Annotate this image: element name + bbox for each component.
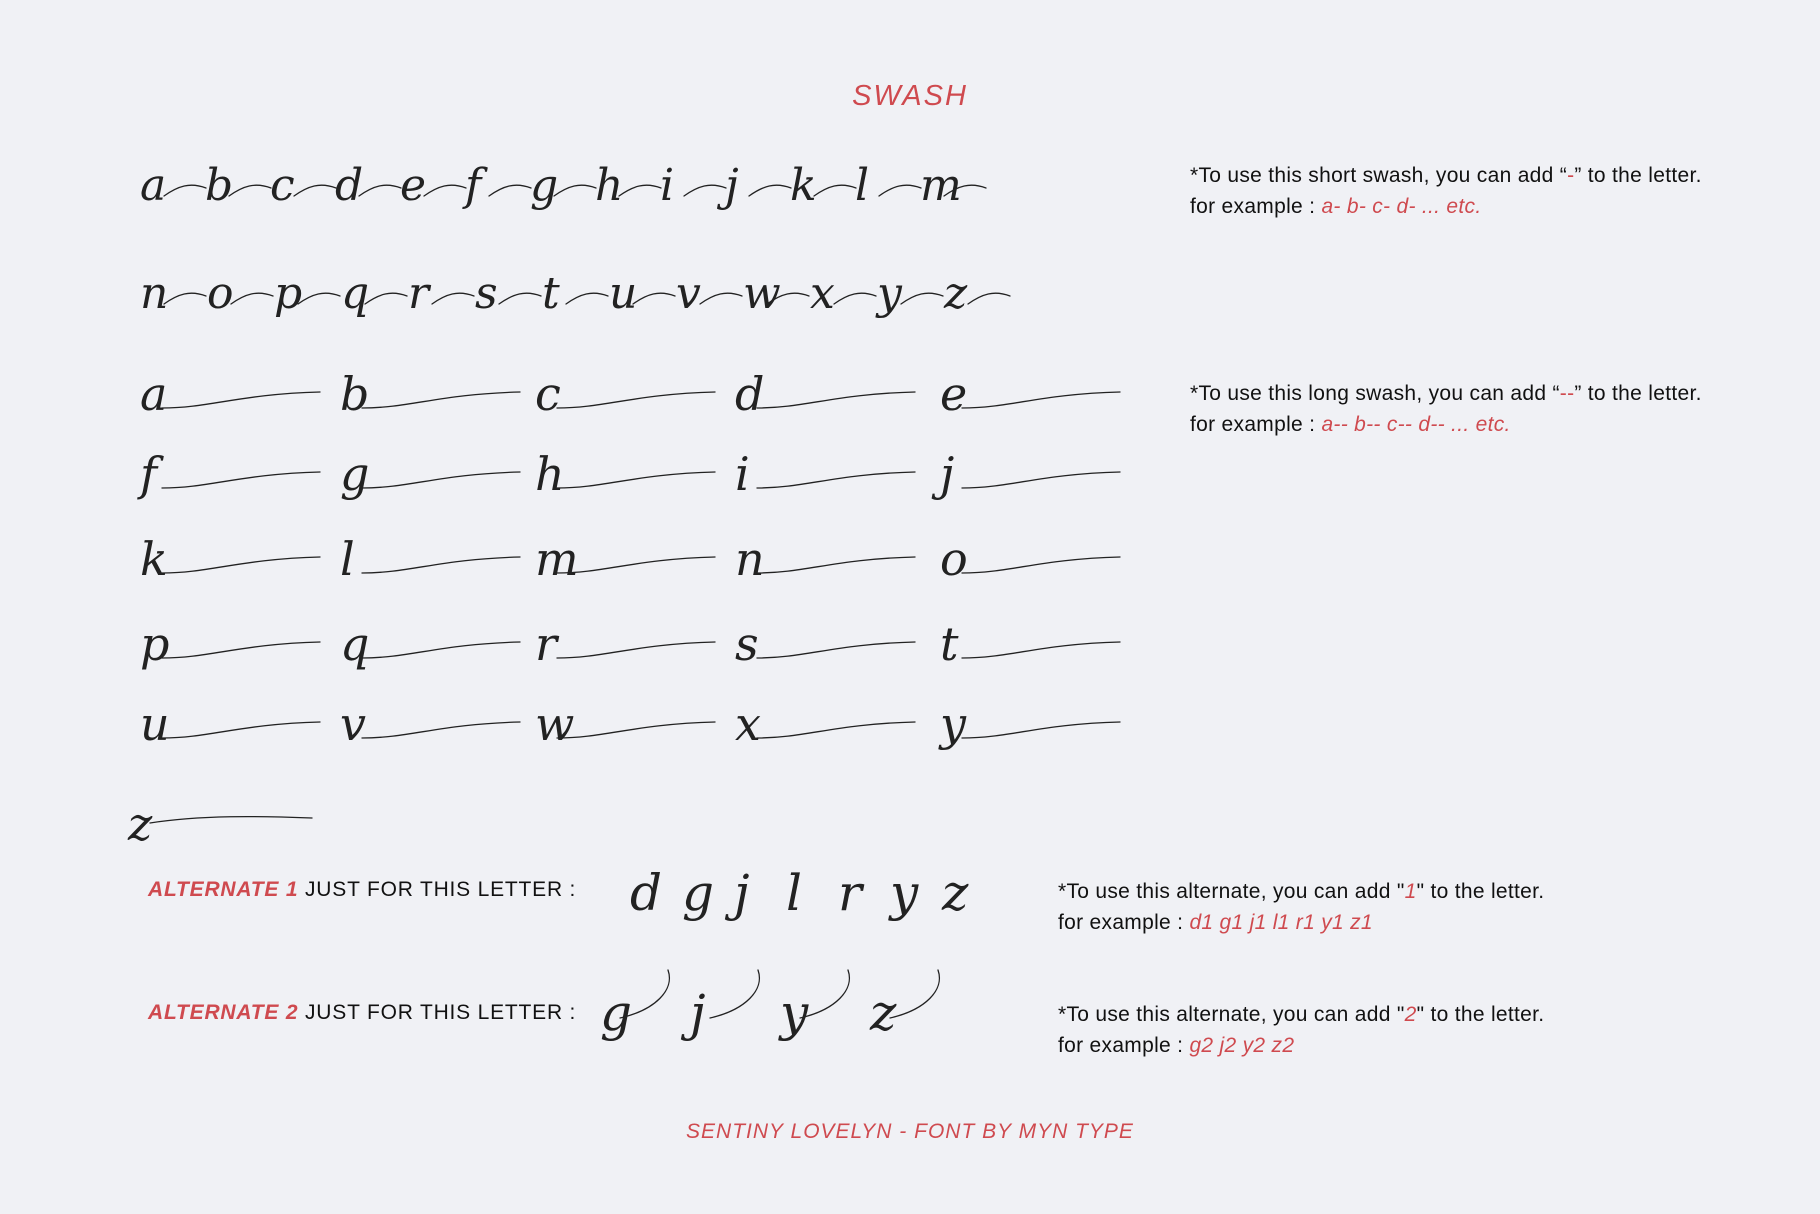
glyph-short-d: d bbox=[335, 160, 364, 211]
example-value: a-- b-- c-- d-- ... etc. bbox=[1321, 413, 1511, 436]
swash-stroke bbox=[432, 293, 474, 304]
glyph-short-b: b bbox=[205, 160, 234, 211]
glyph-alt2-y: y bbox=[780, 984, 809, 1042]
short-swash-row-1 bbox=[140, 160, 986, 211]
glyph-short-i: i bbox=[660, 160, 675, 211]
swash-stroke bbox=[365, 293, 407, 304]
glyph-long-j: j bbox=[940, 447, 955, 501]
swash-stroke bbox=[962, 642, 1120, 658]
swash-stroke bbox=[294, 185, 336, 196]
glyph-short-e: e bbox=[400, 160, 427, 211]
glyph-short-y: y bbox=[877, 268, 902, 319]
swash-stroke bbox=[499, 293, 541, 304]
glyph-long-s: s bbox=[735, 617, 759, 671]
glyph-short-l: l bbox=[855, 160, 870, 211]
glyph-alt2-g: g bbox=[600, 984, 633, 1042]
glyph-long-t: t bbox=[940, 617, 959, 671]
swash-stroke bbox=[757, 722, 915, 738]
note-code: -- bbox=[1559, 382, 1575, 405]
alternate-1-accent: ALTERNATE 1 bbox=[148, 878, 299, 901]
glyph-long-b: b bbox=[340, 367, 370, 421]
example-label: for example : bbox=[1058, 1034, 1184, 1057]
glyph-long-i: i bbox=[735, 447, 750, 501]
glyph-short-z: z bbox=[944, 268, 968, 319]
glyph-long-p: p bbox=[140, 617, 170, 671]
swash-stroke bbox=[150, 817, 312, 823]
swash-stroke bbox=[229, 185, 271, 196]
glyph-long-k: k bbox=[140, 532, 168, 586]
alternate-2-glyphs bbox=[600, 970, 939, 1042]
swash-stroke bbox=[814, 185, 856, 196]
swash-stroke bbox=[619, 185, 661, 196]
long-swash-note bbox=[1190, 378, 1702, 440]
swash-stroke bbox=[362, 392, 520, 408]
swash-stroke bbox=[633, 293, 675, 304]
note-text: *To use this long swash, you can add “ bbox=[1190, 382, 1560, 405]
example-label: for example : bbox=[1190, 195, 1316, 218]
glyph-long-y: y bbox=[940, 697, 966, 751]
swash-stroke bbox=[162, 392, 320, 408]
swash-stroke bbox=[757, 392, 915, 408]
glyph-short-f: f bbox=[465, 160, 482, 211]
swash-stroke bbox=[834, 293, 876, 304]
swash-stroke bbox=[757, 472, 915, 488]
glyph-long-f: f bbox=[140, 447, 158, 501]
swash-stroke bbox=[962, 472, 1120, 488]
glyph-short-q: q bbox=[341, 268, 370, 319]
glyph-long-x: x bbox=[735, 697, 761, 751]
long-swash-rows bbox=[127, 367, 1120, 851]
swash-stroke bbox=[557, 392, 715, 408]
swash-stroke bbox=[164, 293, 206, 304]
example-label: for example : bbox=[1058, 911, 1184, 934]
example-value: a- b- c- d- ... etc. bbox=[1321, 195, 1482, 218]
swash-stroke bbox=[557, 722, 715, 738]
swash-stroke bbox=[962, 722, 1120, 738]
example-value: d1 g1 j1 l1 r1 y1 z1 bbox=[1189, 911, 1373, 934]
glyph-long-e: e bbox=[940, 367, 968, 421]
swash-stroke bbox=[700, 293, 742, 304]
note-text: " to the letter. bbox=[1416, 1003, 1545, 1026]
alternate-2-accent: ALTERNATE 2 bbox=[148, 1001, 299, 1024]
alternate-1-label bbox=[148, 878, 576, 902]
glyph-long-v: v bbox=[340, 697, 366, 751]
glyph-long-o: o bbox=[940, 532, 968, 586]
alternate-1-glyphs bbox=[630, 864, 969, 922]
alternate-2-note bbox=[1058, 999, 1544, 1061]
glyph-short-a: a bbox=[140, 160, 167, 211]
glyph-short-c: c bbox=[270, 160, 295, 211]
glyph-short-u: u bbox=[609, 268, 638, 319]
swash-stroke bbox=[164, 185, 206, 196]
note-code: 1 bbox=[1404, 880, 1417, 903]
glyph-alt1-y: y bbox=[890, 864, 919, 922]
glyph-long-w: w bbox=[535, 697, 575, 751]
glyph-short-w: w bbox=[743, 268, 781, 319]
swash-stroke bbox=[231, 293, 273, 304]
swash-stroke bbox=[162, 642, 320, 658]
glyph-short-j: j bbox=[725, 160, 739, 211]
swash-stroke bbox=[162, 557, 320, 573]
note-text: ” to the letter. bbox=[1574, 164, 1702, 187]
swash-stroke bbox=[962, 557, 1120, 573]
glyph-alt1-j: j bbox=[734, 864, 750, 922]
short-swash-note bbox=[1190, 160, 1702, 222]
swash-stroke bbox=[298, 293, 340, 304]
glyph-long-a: a bbox=[140, 367, 168, 421]
swash-stroke bbox=[757, 642, 915, 658]
footer-credit: SENTINY LOVELYN - FONT BY MYN TYPE bbox=[686, 1120, 1134, 1143]
glyph-long-z: z bbox=[128, 797, 153, 851]
glyph-long-l: l bbox=[340, 532, 355, 586]
swash-stroke bbox=[554, 185, 596, 196]
glyph-short-n: n bbox=[140, 268, 169, 319]
glyph-alt1-r: r bbox=[838, 864, 862, 922]
glyph-short-k: k bbox=[790, 160, 817, 211]
short-swash-row-2 bbox=[140, 268, 1010, 319]
glyph-short-m: m bbox=[920, 160, 962, 211]
swash-stroke bbox=[557, 642, 715, 658]
glyph-alt1-d: d bbox=[630, 864, 663, 922]
note-text: ” to the letter. bbox=[1574, 382, 1702, 405]
swash-stroke bbox=[162, 722, 320, 738]
note-code: 2 bbox=[1404, 1003, 1417, 1026]
alternate-2-label bbox=[148, 1001, 576, 1025]
glyph-long-q: q bbox=[340, 617, 370, 671]
glyph-long-r: r bbox=[535, 617, 557, 671]
swash-stroke bbox=[890, 970, 939, 1018]
swash-stroke bbox=[162, 472, 320, 488]
note-text: " to the letter. bbox=[1416, 880, 1545, 903]
page-title: SWASH bbox=[852, 80, 968, 112]
glyph-alt1-l: l bbox=[786, 864, 802, 922]
swash-stroke bbox=[557, 472, 715, 488]
example-label: for example : bbox=[1190, 413, 1316, 436]
glyph-long-c: c bbox=[535, 367, 561, 421]
alternate-2-text: JUST FOR THIS LETTER : bbox=[305, 1001, 577, 1024]
swash-stroke bbox=[359, 185, 401, 196]
swash-stroke bbox=[489, 185, 531, 196]
glyph-short-g: g bbox=[530, 160, 559, 211]
glyph-long-g: g bbox=[340, 447, 370, 501]
swash-stroke bbox=[566, 293, 608, 304]
glyph-alt1-z: z bbox=[942, 864, 969, 922]
glyph-short-t: t bbox=[542, 268, 560, 319]
glyph-short-v: v bbox=[676, 268, 701, 319]
swash-stroke bbox=[557, 557, 715, 573]
swash-stroke bbox=[684, 185, 726, 196]
swash-stroke bbox=[901, 293, 943, 304]
note-text: *To use this short swash, you can add “ bbox=[1190, 164, 1568, 187]
glyph-long-n: n bbox=[735, 532, 765, 586]
example-value: g2 j2 y2 z2 bbox=[1189, 1034, 1295, 1057]
glyph-alt1-g: g bbox=[682, 864, 715, 922]
swash-stroke bbox=[962, 392, 1120, 408]
alternate-1-text: JUST FOR THIS LETTER : bbox=[305, 878, 577, 901]
glyph-alt2-j: j bbox=[690, 984, 706, 1042]
swash-stroke bbox=[362, 557, 520, 573]
note-text: *To use this alternate, you can add " bbox=[1058, 880, 1405, 903]
glyph-short-x: x bbox=[810, 268, 835, 319]
glyph-short-o: o bbox=[207, 268, 234, 319]
glyph-short-r: r bbox=[408, 268, 430, 319]
swash-stroke bbox=[749, 185, 791, 196]
glyph-long-m: m bbox=[535, 532, 579, 586]
swash-stroke bbox=[757, 557, 915, 573]
swash-stroke bbox=[362, 722, 520, 738]
note-code: - bbox=[1567, 164, 1575, 187]
swash-stroke bbox=[968, 293, 1010, 304]
swash-stroke bbox=[424, 185, 466, 196]
swash-stroke bbox=[362, 472, 520, 488]
glyph-long-u: u bbox=[140, 697, 170, 751]
alternate-1-note bbox=[1058, 876, 1544, 938]
swash-stroke bbox=[362, 642, 520, 658]
swash-stroke bbox=[710, 970, 759, 1018]
glyph-short-p: p bbox=[274, 268, 303, 319]
swash-stroke bbox=[879, 185, 921, 196]
glyph-long-d: d bbox=[735, 367, 765, 421]
note-text: *To use this alternate, you can add " bbox=[1058, 1003, 1405, 1026]
glyph-short-s: s bbox=[475, 268, 498, 319]
glyph-short-h: h bbox=[595, 160, 624, 211]
glyph-long-h: h bbox=[535, 447, 565, 501]
glyph-alt2-z: z bbox=[870, 984, 897, 1042]
